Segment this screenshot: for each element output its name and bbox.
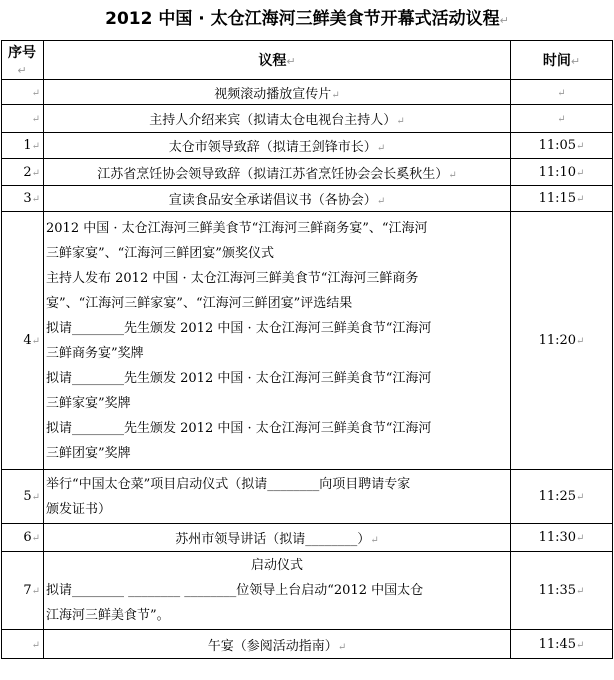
row-time: 11:30↵	[511, 524, 613, 552]
row-time: 11:20↵	[511, 212, 613, 470]
row-time: 11:35↵	[511, 552, 613, 630]
row-time: 11:05↵	[511, 133, 613, 159]
item-line: 主持人发布 2012 中国 · 太仓江海河三鲜美食节“江海河三鲜商务	[46, 270, 419, 286]
header-time: 时间↵	[511, 41, 613, 80]
header-no: 序号↵	[2, 41, 44, 80]
table-row	[2, 630, 613, 659]
row-item	[44, 212, 511, 470]
table-row	[2, 186, 613, 212]
row-time: 11:45↵	[511, 630, 613, 659]
row-time: ↵	[511, 80, 613, 105]
table-row	[2, 80, 613, 105]
row-item: 宣读食品安全承诺倡议书（各协会）↵	[44, 186, 511, 212]
item-line: 拟请________先生颁发 2012 中国 · 太仓江海河三鲜美食节“江海河	[46, 320, 432, 336]
table-row	[2, 524, 613, 552]
item-line: 颁发证书）	[46, 501, 112, 517]
agenda-table	[1, 40, 613, 659]
item-line: 启动仪式	[250, 558, 303, 573]
row-no: 2↵	[2, 159, 44, 186]
item-line: 江海河三鲜美食节”。	[46, 608, 170, 623]
table-row	[2, 552, 613, 630]
row-time: ↵	[511, 105, 613, 133]
row-no: 4↵	[2, 212, 44, 470]
item-line: 拟请________先生颁发 2012 中国 · 太仓江海河三鲜美食节“江海河	[46, 420, 432, 436]
row-no: 1↵	[2, 133, 44, 159]
row-item: 苏州市领导讲话（拟请________）↵	[44, 524, 511, 552]
item-line: 2012 中国 · 太仓江海河三鲜美食节“江海河三鲜商务宴”、“江海河	[46, 220, 428, 236]
row-no: 5↵	[2, 470, 44, 524]
table-row	[2, 212, 613, 470]
row-time: 11:10↵	[511, 159, 613, 186]
item-line: 拟请________先生颁发 2012 中国 · 太仓江海河三鲜美食节“江海河	[46, 370, 432, 386]
row-no: ↵	[2, 105, 44, 133]
row-item: 主持人介绍来宾（拟请太仓电视台主持人）↵	[44, 105, 511, 133]
row-no: 3↵	[2, 186, 44, 212]
page-title: 2012 中国 · 太仓江海河三鲜美食节开幕式活动议程↵	[105, 9, 509, 29]
item-line: 宴”、“江海河三鲜家宴”、“江海河三鲜团宴”评选结果	[46, 295, 353, 311]
item-line: 三鲜家宴”、“江海河三鲜团宴”颁奖仪式	[46, 245, 274, 261]
item-line: 举行“中国太仓菜”项目启动仪式（拟请________向项目聘请专家	[46, 476, 411, 492]
row-item: 视频滚动播放宣传片↵	[44, 80, 511, 105]
row-no: 6↵	[2, 524, 44, 552]
item-line: 三鲜团宴”奖牌	[46, 445, 131, 461]
row-no: ↵	[2, 80, 44, 105]
row-item: 江苏省烹饪协会领导致辞（拟请江苏省烹饪协会会长奚秋生）↵	[44, 159, 511, 186]
row-time: 11:25↵	[511, 470, 613, 524]
row-no: 7↵	[2, 552, 44, 630]
row-item	[44, 470, 511, 524]
item-line: 拟请________ ________ ________位领导上台启动“2012 中国太仓	[46, 583, 424, 598]
row-no: ↵	[2, 630, 44, 659]
row-time: 11:15↵	[511, 186, 613, 212]
table-header-row	[2, 41, 613, 80]
row-item	[44, 552, 511, 630]
table-row	[2, 105, 613, 133]
header-item: 议程↵	[44, 41, 511, 80]
row-item: 午宴（参阅活动指南）↵	[44, 630, 511, 659]
table-row	[2, 133, 613, 159]
table-row	[2, 159, 613, 186]
item-line: 三鲜家宴”奖牌	[46, 395, 131, 411]
item-line: 三鲜商务宴”奖牌	[46, 345, 144, 361]
row-item: 太仓市领导致辞（拟请王剑锋市长）↵	[44, 133, 511, 159]
table-row	[2, 470, 613, 524]
